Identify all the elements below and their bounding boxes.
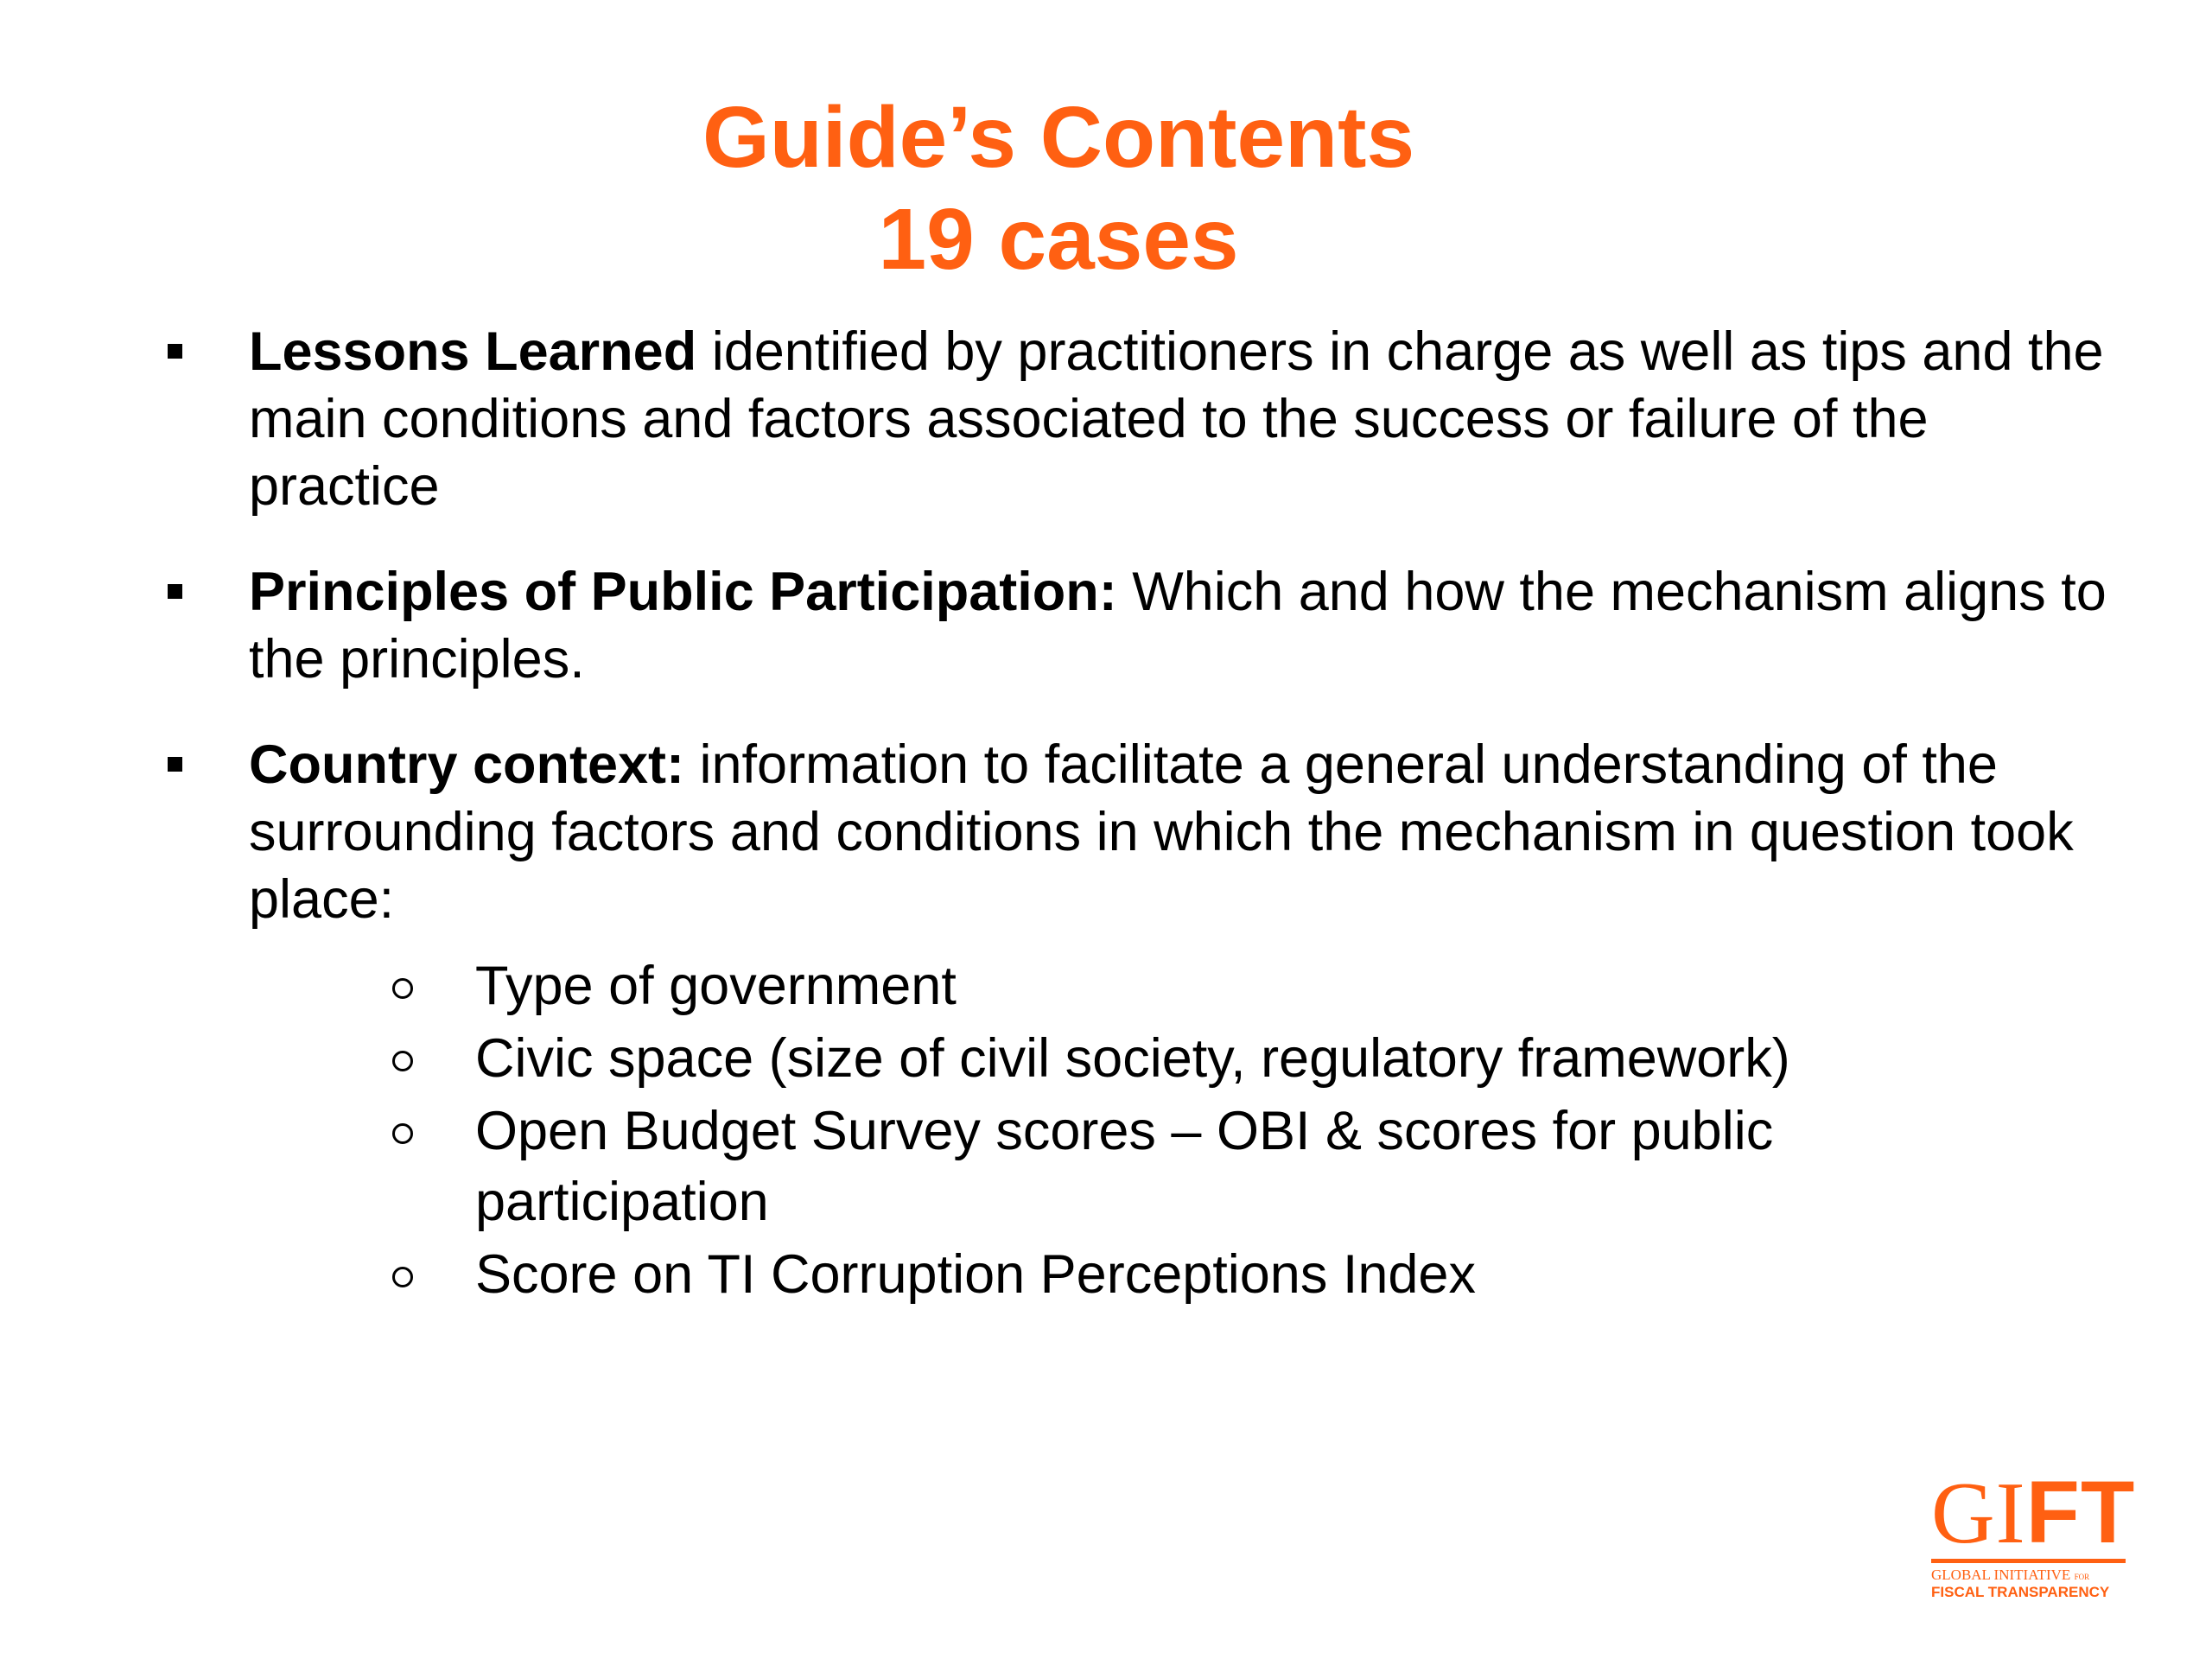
bullet-country-context bbox=[164, 731, 2117, 933]
title-line-2: 19 cases bbox=[878, 191, 1239, 288]
bullet-principles bbox=[164, 558, 2117, 693]
bullet-lead: Principles of Public Participation: bbox=[249, 562, 1117, 622]
sub-bullet-item bbox=[389, 950, 1944, 1021]
sub-bullet-list bbox=[389, 950, 1944, 1312]
bullet-lead: Country context: bbox=[249, 734, 684, 795]
circle-bullet-icon bbox=[392, 978, 413, 999]
logo-line-2: FISCAL TRANSPARENCY bbox=[1931, 1584, 2110, 1600]
circle-bullet-icon bbox=[392, 1051, 413, 1071]
bullet-lead: Lessons Learned bbox=[249, 321, 697, 382]
bullet-list bbox=[164, 318, 2117, 971]
bullet-text: information to facilitate a general understanding of the surrounding factors and conditions in which the mechanism in question took place: bbox=[249, 734, 2074, 930]
sub-bullet-item bbox=[389, 1239, 1944, 1310]
sub-bullet-item bbox=[389, 1023, 1944, 1094]
logo-line-1 bbox=[1931, 1567, 2130, 1584]
gift-logo bbox=[1931, 1463, 2136, 1607]
circle-bullet-icon bbox=[392, 1123, 413, 1144]
bullet-text: Which and how the mechanism aligns to the principles. bbox=[249, 562, 2107, 690]
square-bullet-icon bbox=[168, 344, 182, 359]
square-bullet-icon bbox=[168, 584, 182, 599]
sub-bullet-text: Score on TI Corruption Perceptions Index bbox=[475, 1244, 1476, 1305]
sub-bullet-text: Open Budget Survey scores – OBI & scores for public participation bbox=[475, 1101, 1774, 1232]
bullet-lessons-learned bbox=[164, 318, 2117, 520]
bullet-text: identified by practitioners in charge as well as tips and the main conditions and factors associated to the success or failure of the practice bbox=[249, 321, 2104, 517]
slide-title bbox=[0, 86, 2117, 290]
logo-gi: GI bbox=[1931, 1465, 2026, 1562]
square-bullet-icon bbox=[168, 757, 182, 772]
logo-line-1-small: FOR bbox=[2074, 1573, 2090, 1581]
logo-wordmark bbox=[1931, 1463, 2136, 1562]
sub-bullet-text: Type of government bbox=[475, 956, 957, 1016]
logo-ft: FT bbox=[2025, 1463, 2136, 1561]
circle-bullet-icon bbox=[392, 1267, 413, 1287]
sub-bullet-text: Civic space (size of civil society, regulatory framework) bbox=[475, 1028, 1790, 1089]
sub-bullet-item bbox=[389, 1096, 1944, 1237]
title-line-1: Guide’s Contents bbox=[702, 89, 1415, 186]
logo-line-1-text: GLOBAL INITIATIVE bbox=[1931, 1567, 2071, 1583]
